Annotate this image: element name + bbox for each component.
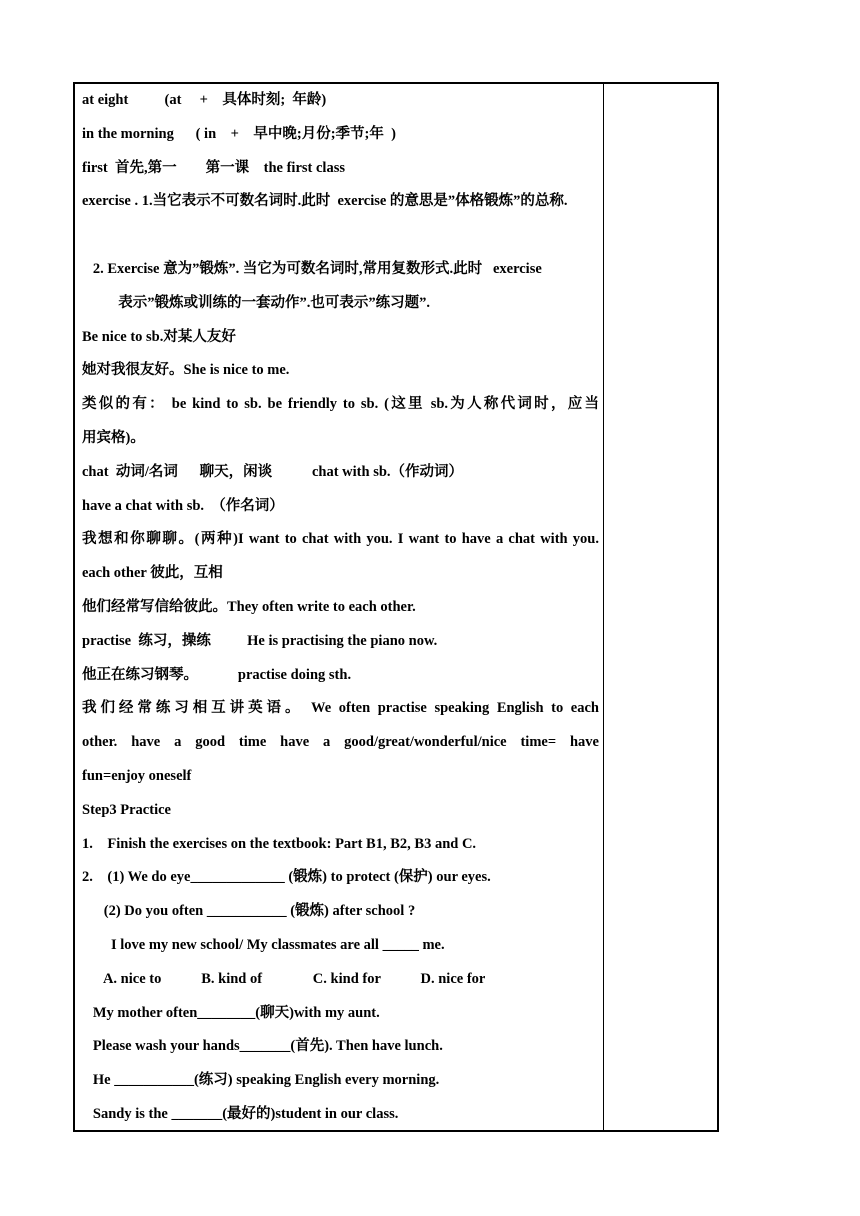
exercise-item: (2) Do you often ___________ (锻炼) after school ? xyxy=(82,903,416,920)
text-line: 用宾格)。 xyxy=(82,429,145,446)
exercise-item: Please wash your hands_______(首先). Then have lunch. xyxy=(82,1038,443,1055)
exercise-item: 2. (1) We do eye_____________ (锻炼) to protect (保护) our eyes. xyxy=(82,869,491,886)
text-line: practise 练习，操练 He is practising the piano now. xyxy=(82,632,438,649)
blank-line xyxy=(82,221,599,255)
text-line: 我们经常练习相互讲英语。 We often practise speaking English to each xyxy=(82,700,599,717)
text-line: Be nice to sb.对某人友好 xyxy=(82,328,236,345)
section-heading: Step3 Practice xyxy=(82,801,171,818)
exercise-item: Sandy is the _______(最好的)student in our class. xyxy=(82,1105,399,1122)
text-line: at eight (at + 具体时刻; 年龄) xyxy=(82,92,327,108)
lesson-content xyxy=(82,86,599,1134)
text-line: fun=enjoy oneself xyxy=(82,767,192,784)
column-divider xyxy=(603,84,604,1130)
text-line: 她对我很友好。She is nice to me. xyxy=(82,362,290,379)
text-line: 2. Exercise 意为”锻炼”. 当它为可数名词时,常用复数形式.此时 exercise xyxy=(82,260,542,277)
exercise-item: He ___________(练习) speaking English every morning. xyxy=(82,1072,440,1089)
text-line: 他正在练习钢琴。 practise doing sth. xyxy=(82,666,352,683)
text-line: each other 彼此，互相 xyxy=(82,565,223,582)
text-line: 类似的有： be kind to sb. be friendly to sb. (这里 sb.为人称代词时，应当 xyxy=(82,396,599,413)
answer-options: A. nice to B. kind of C. kind for D. nice for xyxy=(82,970,486,987)
text-line: chat 动词/名词 聊天，闲谈 chat with sb.（作动词） xyxy=(82,463,464,480)
exercise-item: My mother often________(聊天)with my aunt. xyxy=(82,1004,380,1021)
text-line: first 首先,第一 第一课 the first class xyxy=(82,159,345,176)
text-line: have a chat with sb. （作名词） xyxy=(82,497,284,514)
text-line: 他们经常写信给彼此。They often write to each other. xyxy=(82,598,416,615)
text-line: exercise . 1.当它表示不可数名词时.此时 exercise 的意思是”体格锻炼”的总称. xyxy=(82,193,568,210)
exercise-item: I love my new school/ My classmates are all _____ me. xyxy=(82,936,445,953)
text-line: in the morning ( in + 早中晚;月份;季节;年 ) xyxy=(82,125,396,142)
exercise-item: 1. Finish the exercises on the textbook: Part B1, B2, B3 and C. xyxy=(82,835,477,852)
text-line: 我想和你聊聊。(两种)I want to chat with you. I want to have a chat with you. xyxy=(82,531,599,548)
text-line: 表示”锻炼或训练的一套动作”.也可表示”练习题”. xyxy=(82,294,430,311)
text-line: other. have a good time have a good/great/wonderful/nice time= have xyxy=(82,734,599,751)
